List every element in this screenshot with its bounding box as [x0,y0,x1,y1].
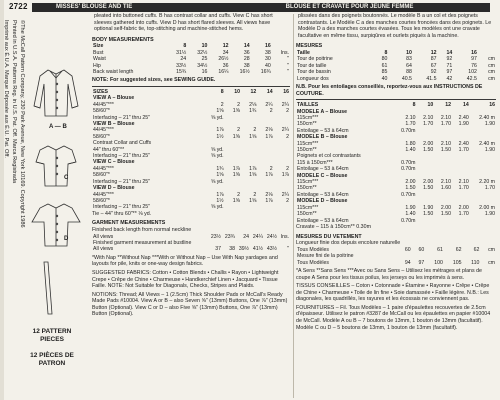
cell-value: 42 [446,75,453,82]
cell-value: 1⅞ [216,191,224,198]
cell-value: 1.70 [484,185,495,192]
cell-value: 1⅝ [249,172,257,179]
row-label: Entoilage – 53 à 64cm [297,166,349,173]
row-label: Finished garment measurement at bustline [93,239,192,246]
row-label: 44/45"*** [93,127,114,134]
cell-value: 1.60 [440,185,451,192]
garment-row [92,246,290,252]
cell-value: 92 [430,69,437,76]
cell-value: 38 [229,246,235,253]
cell-value: 1⅝ [216,108,224,115]
cell-value: 8 [412,102,416,109]
row-label: 150cm** [297,185,317,192]
cell-value: 92 [446,56,453,63]
cell-value: 76 [471,62,477,69]
title-banner [32,3,490,12]
cell-value: 1.50 [440,211,451,218]
cell-value: " [287,246,289,253]
row-label: Interfacing – 21" thru 25" [93,204,151,211]
cell-value: 15¾ [176,69,187,75]
cell-value: 23½ [210,233,221,240]
sizing-note-fr: N.B. Pour les entoilages conseillés, reportez-vous aux INSTRUCTIONS DE COUTURE. [296,84,483,97]
rule [92,86,290,87]
row-label: 58/60"* [93,197,110,204]
cell-value: 1.70 [440,121,451,128]
row-label: 44/45"*** [93,191,114,198]
cell-value: Ins. [280,49,289,56]
description-en: pleated into buttoned cuffs. B has contrast collar and cuffs. View C has short sleeves gathered into cuffs. View D has short flared sleeves. All views have optional self-fabric tie, top-stitching and machine-stitched hems. [94,13,273,33]
row-label: Tour de taille [297,62,327,69]
cell-value: 0.70m [401,159,416,166]
rule [296,99,496,100]
row-label: Poignets et col contrastants [297,153,361,160]
view-title: MODELE D – Blouse [297,198,348,205]
cell-value: 2⅛ [249,101,257,108]
french-column [296,12,496,333]
cell-value: 1.70 [458,211,469,218]
copyright-line: ©The McCall Pattern Company, 230 Park Avenue, New York 10169. Copyright 1986 [19,20,25,228]
cell-value: 2.10 [458,179,469,186]
view-title: MODELE B – Blouse [297,134,348,141]
cell-value: 1.50 [440,147,451,154]
row-label: Entoilage – 53 à 64cm [297,127,349,134]
row-label: 44/45"*** [93,165,114,172]
cell-value: 16¼ [218,69,229,75]
cell-value: 1.90 [405,204,416,211]
cell-value: 16¾ [260,69,271,75]
illustration-view-c [26,140,86,190]
cell-value: 14 [266,89,273,95]
cell-value: 1.90 [484,121,495,128]
cell-value: 71 [446,62,453,69]
tie-yardage-en: Tie – 44" thru 60"** ⅛ yd. [92,210,152,217]
cell-value: 26½ [218,56,229,63]
row-label: 58/60"* [93,172,110,179]
view-title: VIEW B – Blouse [93,121,135,128]
cell-value: 40 [381,75,388,82]
cell-value: 60 [404,246,411,253]
cell-value: 1⅝ [232,108,240,115]
cell-value: 2⅛ [265,127,273,134]
cell-value: cm [488,259,495,266]
cell-value: 10 [406,49,412,56]
cell-value: 2.00 [405,179,416,186]
cell-value: 62 [455,246,462,253]
row-label: Tour de bassin [297,69,331,76]
cell-value: 1.70 [423,121,434,128]
mesures-vetement-title: MESURES DU VETEMENT [296,233,362,240]
cell-value: " [287,69,289,75]
cell-value: 1.50 [405,185,416,192]
cell-value: 64 [406,62,412,69]
cell-value: 1.70 [405,121,416,128]
cell-value: 24 [180,56,187,63]
cell-value: 37 [215,246,221,253]
cell-value: 1.90 [484,211,495,218]
row-label: 58/60"* [93,108,110,115]
cell-value: 2.00 [440,204,451,211]
mesures-vetement-table [296,247,496,266]
cell-value: 1⅞ [265,197,273,204]
row-label: 44" thru 60"** [93,146,125,153]
cell-value: 0.70m [401,191,416,198]
row-label: Back waist length [93,69,134,75]
cell-value: 12 [222,43,229,50]
cell-value: 12 [445,102,451,109]
garment-measurements-table [92,234,290,253]
view-label-d: D [64,236,69,242]
cell-value: 24¼ [252,233,263,240]
body-measurements-table [92,43,290,75]
cell-value: 2.10 [405,115,416,121]
style-number: 2722 [9,2,28,11]
yardage-table-en [92,89,290,211]
cell-value: 2 [269,165,273,172]
cell-value: 2 [286,165,289,172]
view-title: MODELE C – Blouse [297,172,348,179]
measurement-row [296,76,496,82]
cell-value: 1.40 [405,147,416,154]
nap-note-en: *With Nap **Without Nap ***With or Without Nap – Use With Nap yardages and layouts for pile, knits or one-way design fabrics. [92,254,278,268]
cell-value: 16 [471,49,477,56]
row-label: 115 à 150cm*** [297,159,333,166]
cell-value: 2.40 [458,140,469,147]
view-title: MODELE A – Blouse [297,108,348,115]
cell-value: cm [488,75,495,82]
cell-value: 1⅞ [281,172,289,179]
cell-value: 1⅞ [265,133,273,140]
cell-value: ⅝ yd. [210,114,224,121]
pattern-pieces-en: 12 PATTERN PIECES [32,328,72,343]
row-label: Mesure fini de la poitrine [297,253,354,260]
illustration-view-ab [26,62,86,122]
cell-value: 16½ [239,69,250,75]
blouse-flared-sleeve-illustration [26,198,86,250]
cell-value: 1⅞ [249,165,257,172]
cell-value: 30 [265,56,271,63]
tie-illustration [26,258,86,318]
yardage-table-fr [296,102,496,224]
cell-value: cm [488,69,495,76]
cell-value: 1.70 [458,147,469,154]
cell-value: 2 [286,108,289,115]
cell-value: 105 [452,259,462,266]
cell-value: 60 [418,246,425,253]
cell-value: 1¾ [216,165,224,172]
cell-value: 87 [430,56,437,63]
cell-value: 41½ [252,246,263,253]
cell-value: 2.10 [423,115,434,121]
cell-value: 2 [286,197,289,204]
cell-value: 40 [265,62,271,69]
view-label-ab: A — B [49,124,67,130]
cell-value: 1⅞ [232,165,240,172]
cell-value: 28 [243,56,250,63]
notions-fr: FOURNITURES – Fil. Tous Modèles – 1 paire d'épaulettes recouvertes de 2.5cm d'épaisseur. Utilisez le patron #3287 de McCall ou les épaulettes en papier #10004 de McCall. Modèle A ou B – 7 boutons de 13mm, 1 bouton de 13mm (facultatif). Modèle C ou D – 5 boutons de 13mm, 1 bouton de 13mm (facultatif). [296,304,491,331]
cell-value: 2.20 m [479,179,495,186]
cell-value: 2 [237,191,240,198]
english-column [92,12,290,320]
view-title: VIEW A – Blouse [93,95,135,102]
cell-value: 14 [462,102,469,109]
cell-value: 36 [243,49,250,56]
cell-value: 16 [283,89,289,95]
cell-value: 24 [243,233,249,240]
cell-value: 23¾ [224,233,235,240]
cell-value: 1⅝ [232,197,240,204]
cell-value: 12 [430,49,437,56]
cell-value: 2.40 m [479,140,495,147]
copyright-line: Printed in U.S.A. Patterns Reg. in U.S. Pat. Off. Marca Registrada [11,20,17,184]
cell-value: 31½ [176,49,187,56]
cell-value: 97 [471,56,477,63]
cell-value: 38 [243,62,250,69]
cell-value: 1.80 [405,140,416,147]
cell-value: 10 [427,102,434,109]
row-label: 150cm** [297,211,317,218]
cell-value: 1⅝ [232,172,240,179]
cell-value: 14 [446,49,453,56]
garment-measurements-title: GARMENT MEASUREMENTS [92,220,166,227]
row-label: Size [93,43,104,50]
cell-value: 1⅝ [249,197,257,204]
row-label: Interfacing – 21" thru 25" [93,178,151,185]
sizing-note-en: NOTE: For suggested sizes, see SEWING GUIDE. [92,77,216,84]
cell-value: 1.90 [484,147,495,154]
suggested-fabrics-en: SUGGESTED FABRICS: Cotton • Cotton Blends • Challis • Rayon • Lightweight Crepe • Crêpe de Chine • Charmeuse • Handkerchief Linen • Jacquard • Tissue Faille. NOTE: Not Suitable for Diagonals, Checks, Stripes and Plaids. [92,269,279,290]
cell-value: 2⅛ [265,191,273,198]
cell-value: 16 [489,102,495,109]
row-label: Contrast Collar and Cuffs [93,140,152,147]
cell-value: cm [488,56,495,63]
row-label: 115cm*** [297,140,319,147]
cell-value: 16 [201,69,208,75]
row-label: Interfacing – 21" thru 25" [93,153,151,160]
pattern-pieces-fr: 12 PIÈCES DE PATRON [30,352,74,367]
cell-value: 2 [269,108,273,115]
cell-value: 97 [418,259,425,266]
cell-value: cm [488,246,495,253]
cell-value: " [287,62,289,69]
row-label: 44/45"*** [93,101,114,108]
garment-measurements-text: Finished back length from normal neckline [92,226,192,233]
cell-value: 1½ [216,197,224,204]
cell-value: 2¼ [281,101,289,108]
measurement-row [92,69,290,75]
row-label: TAILLES [297,102,319,109]
copyright-line: Imprimé aux É.U.A. Marque Déposée aux É.U. Pat. Off. [3,20,9,158]
cell-value: 2 [220,101,224,108]
cell-value: 0.70m [401,166,416,173]
cell-value: 85 [381,69,388,76]
cell-value: 2.10 [440,115,451,121]
cell-value: 67 [430,62,437,69]
cell-value: 97 [446,69,453,76]
cell-value: 40.5 [401,75,412,82]
row-label: Taille [297,49,310,56]
cell-value: 2.40 [458,115,469,121]
cell-value: ⅝ yd. [210,204,224,211]
cell-value: 10 [234,89,240,95]
cell-value: 1⅝ [232,133,240,140]
cell-value: 1⅞ [265,172,273,179]
cell-value: 14 [243,43,250,50]
garment-row [296,260,496,266]
row-label: 115cm*** [297,115,319,121]
row-label: All views [93,246,114,253]
cell-value: 16 [265,43,271,50]
cell-value: 100 [434,259,443,266]
cell-value: 2.00 [423,140,434,147]
cell-value: 1¾ [249,108,257,115]
cell-value: Ins. [280,233,289,240]
cell-value: 83 [406,56,412,63]
illustration-view-d [26,198,86,250]
row-label: Tour de poitrine [297,56,333,63]
cell-value: 32½ [197,49,208,56]
nap-note-fr: *A Sens **Sans Sens ***Avec ou Sans Sens – Utilisez les métrages et plans de coupe A Sens pour les tissus poilus, les jerseys ou les imprimés à sens. [296,267,482,281]
row-label: Tous Modèles [297,259,330,266]
mesures-table [296,50,496,82]
cell-value: 34 [222,49,229,56]
row-label: Longueur dos [297,75,329,82]
cell-value: ⅝ yd. [210,146,224,153]
cell-value: 62 [473,246,480,253]
cell-value: 1.90 [423,204,434,211]
mesures-title: MESURES [296,43,323,50]
cell-value: 2.40 m [479,115,495,121]
cell-value: 1.90 [458,121,469,128]
cell-value: 2 [253,127,257,134]
cell-value: 2 [286,133,289,140]
row-label: 115cm*** [297,179,319,186]
cell-value: 8 [384,49,388,56]
cell-value: 1.50 [423,211,434,218]
blouse-short-sleeve-illustration [26,140,86,190]
row-label: 150cm** [297,121,317,128]
cell-value: 33½ [176,62,187,69]
row-label: Bust [93,49,104,56]
row-label: Entoilage – 53 à 64cm [297,217,349,224]
cell-value: 2 [253,191,257,198]
cell-value: 61 [381,62,388,69]
cell-value: 25 [201,56,208,63]
illustration-tie [26,258,86,318]
cell-value: 2.00 [458,204,469,211]
cell-value: 2.10 [440,179,451,186]
row-label: 58/60"* [93,133,110,140]
cell-value: 39½ [238,246,249,253]
blouse-long-sleeve-illustration [26,62,86,122]
cell-value: ⅝ yd. [210,178,224,185]
view-title: VIEW D – Blouse [93,185,135,192]
cell-value: 1⅞ [216,127,224,134]
cell-value: 88 [406,69,412,76]
row-label: Entoilage – 53 à 64cm [297,191,349,198]
cell-value: 2¼ [281,191,289,198]
row-label: Tous Modèles [297,246,330,253]
cell-value: 10 [201,43,208,50]
cell-value: " [287,56,289,63]
cell-value: 38 [265,49,271,56]
cell-value: 61 [437,246,443,253]
cell-value: 2 [237,101,240,108]
cell-value: cm [488,62,495,69]
tie-yardage-fr: Cravate – 115 à 150cm** 0.30m [296,223,371,230]
row-label: Hip [93,62,101,69]
suggested-fabrics-fr: TISSUS CONSEILLES – Coton • Cotonnade • Étamine • Rayonne • Crêpe • Crêpe de Chine • Charmeuse • Toile de lin fine • Soie damassée • Faille légère. N.B.: Les diagonales, les quadrillés, les rayures et les écossais ne conviennent pas. [296,283,490,303]
row-label: 150cm** [297,147,317,154]
cell-value: 1.40 [405,211,416,218]
cell-value: 42.5 [466,75,477,82]
body-measurements-title: BODY MEASUREMENTS [92,36,154,43]
cell-value: 12 [250,89,257,95]
cell-value: 0.70m [401,127,416,134]
view-title: VIEW C – Blouse [93,159,135,166]
notions-en: NOTIONS: Thread; All Views – 1 (2.5cm) Thick Shoulder Pads or McCall's Ready Made Pads #10004. View A or B – also Seven ⅝" (13mm) Buttons, One ⅞" (13mm) Button (Optional). View C or D – also Five ⅝" (13mm) Buttons, One ⅞" (13mm) Button (Optional). [92,291,288,318]
cell-value: 80 [381,56,388,63]
cell-value: 2 [237,127,240,134]
row-label: Interfacing – 21" thru 25" [93,114,151,121]
cell-value: 8 [183,43,187,50]
cell-value: 34½ [197,62,208,69]
cell-value: 24½ [266,233,277,240]
cell-value: ⅝ yd. [210,153,224,160]
cell-value: 1.50 [423,147,434,154]
cell-value: 2.00 m [479,204,495,211]
cell-value: 43½ [266,246,277,253]
cell-value: 102 [468,69,477,76]
cell-value: 41.5 [426,75,437,82]
cell-value: 1⅝ [216,172,224,179]
banner-title-fr: BLOUSE ET CRAVATE POUR JEUNE FEMME [285,4,414,10]
cell-value: 1.50 [423,185,434,192]
row-label: Waist [93,56,106,63]
cell-value: 8 [220,89,224,95]
row-label: All views [93,233,114,240]
description-fr: plissées dans des poignets boutonnés. Le modèle B a un col et des poignets contrastants. Le Modèle C a des manches courtes froncées dans des poignets. Le Modèle D a des manches courtes évasées. Tous les modèles ont une cravate facultative en même tissu, surpiqûres et ourlets piqués à la machine. [298,13,492,39]
cell-value: 1.70 [458,185,469,192]
cell-value: 110 [471,259,480,266]
cell-value: 2¼ [265,101,273,108]
cell-value: 36 [222,62,229,69]
mesures-vetement-text: Longueur finie dos depuis encolure naturelle [296,240,401,247]
banner-title-en: MISSES' BLOUSE AND TIE [56,4,133,10]
cell-value: 2.10 [440,140,451,147]
view-label-c: C [64,175,69,181]
column-divider [293,14,294,398]
cell-value: 1½ [216,133,224,140]
row-label: SIZES [93,89,108,95]
row-label: 115cm*** [297,204,319,211]
cell-value: 2.00 [423,179,434,186]
cell-value: 2¼ [281,127,289,134]
cell-value: 94 [404,259,411,266]
cell-value: 0.70m [401,217,416,224]
cell-value: 1⅝ [249,133,257,140]
